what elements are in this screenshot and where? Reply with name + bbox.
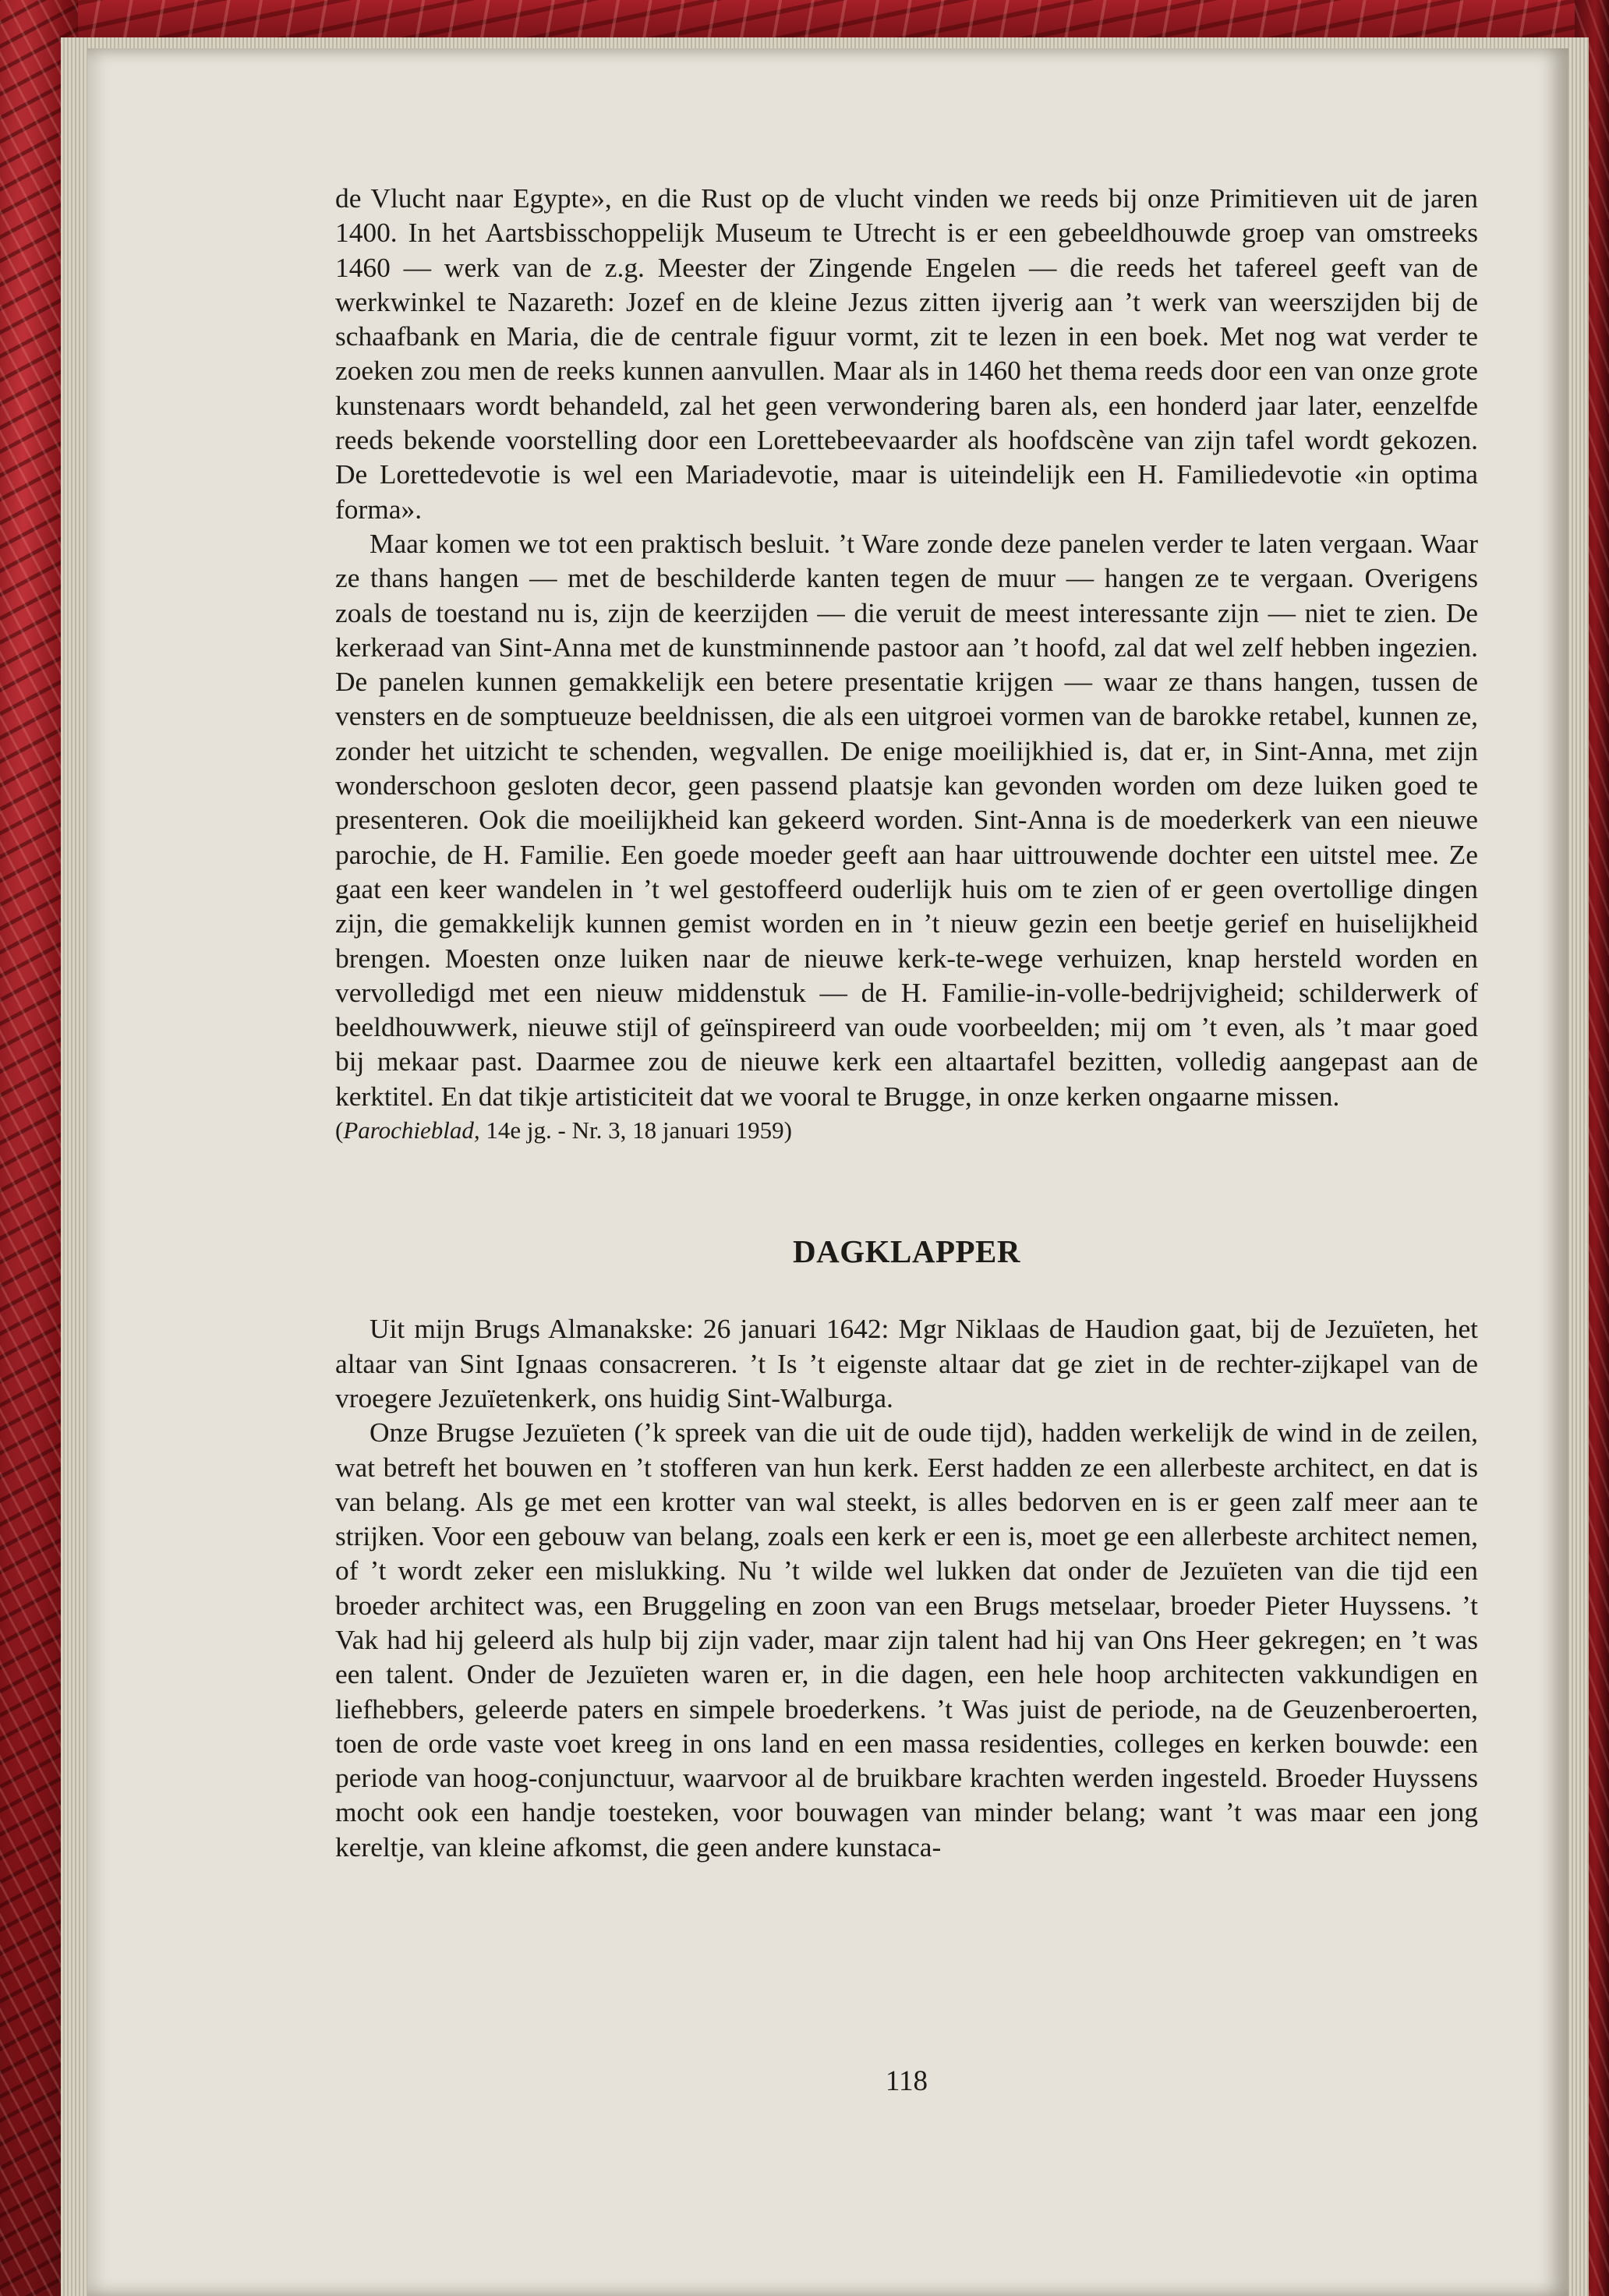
section-heading: DAGKLAPPER: [793, 1233, 1020, 1270]
citation-rest: 14e jg. - Nr. 3, 18 januari 1959): [479, 1116, 793, 1144]
citation-journal: Parochieblad,: [343, 1116, 480, 1144]
page-number: 118: [885, 2065, 928, 2097]
citation-open: (: [335, 1116, 344, 1144]
paragraph: de Vlucht naar Egypte», en die Rust op de vlucht vinden we reeds bij onze Primitieven uit de jaren 1400. In het Aartsbisschoppelijk Museum te Utrecht is er een gebeeldhouwde groep van omstreeks 1460 — werk van de z.g. Meester der Zingende Engelen — die reeds het tafereel geeft van de werkwinkel te Nazareth: Jozef en de kleine Jezus zitten ijverig aan ’t werk van weerszijden bij de schaafbank en Maria, die de centrale figuur vormt, zit te lezen in een boek. Met nog wat verder te zoeken zou men de reeks kunnen aanvullen. Maar als in 1460 het thema reeds door een van onze grote kunstenaars wordt behandeld, zal het geen verwondering baren als, een honderd jaar later, eenzelfde reeds bekende voorstelling door een Lorettebeevaarder als hoofdscène van zijn tafel wordt gekozen. De Lorettedevotie is wel een Mariadevotie, maar is uiteindelijk een H. Familiedevotie «in optima forma».: [335, 182, 1478, 525]
source-citation: [335, 1113, 1478, 1148]
paragraph: Maar komen we tot een praktisch besluit. ’t Ware zonde deze panelen verder te laten vergaan. Waar ze thans hangen — met de beschilderde kanten tegen de muur — hangen ze te vergaan. Overigens zoals de toestand nu is, zijn de keerzijden — die veruit de meest interessante zijn — niet te zien. De kerkeraad van Sint-Anna met de kunstminnende pastoor aan ’t hoofd, zal dat wel zelf hebben ingezien. De panelen kunnen gemakkelijk een betere presentatie krijgen — waar ze thans hangen, tussen de vensters en de somptueuze beeldnissen, die als een uitgroei vormen van de barokke retabel, kunnen ze, zonder het uitzicht te schenden, wegvallen. De enige moeilijkhied is, dat er, in Sint-Anna, met zijn wonderschoon gesloten decor, geen passend plaatsje kan gevonden worden om deze luiken goed te presenteren. Ook die moeilijkheid kan gekeerd worden. Sint-Anna is de moederkerk van een nieuwe parochie, de H. Familie. Een goede moeder geeft aan haar uittrouwende dochter een uitstel mee. Ze gaat een keer wandelen in ’t wel gestoffeerd ouderlijk huis om te zien of er geen overtollige dingen zijn, die gemakkelijk kunnen gemist worden en in ’t nieuw gezin een beetje gerief en huiselijkheid brengen. Moesten onze luiken naar de nieuwe kerk-te-wege verhuizen, knap hersteld worden en vervolledigd met een nieuw middenstuk — de H. Familie-in-volle-bedrijvigheid; schilderwerk of beeldhouwwerk, nieuwe stijl of geïnspireerd van oude voorbeelden; mij om ’t even, als ’t maar goed bij mekaar past. Daarmee zou de nieuwe kerk een altaartafel bezitten, volledig aangepast aan de kerktitel. En dat tikje artisticiteit dat we vooral te Brugge, in onze kerken ongaarne missen.: [335, 527, 1478, 1112]
paragraph: Onze Brugse Jezuïeten (’k spreek van die uit de oude tijd), hadden werkelijk de wind in de zeilen, wat betreft het bouwen en ’t stofferen van hun kerk. Eerst hadden ze een allerbeste architect, en dat is van belang. Als ge met een krotter van wal steekt, is alles bedorven en is er geen zalf meer aan te strijken. Voor een gebouw van belang, zoals een kerk er een is, moet ge een allerbeste architect nemen, of ’t wordt zeker een mislukking. Nu ’t wilde wel lukken dat onder de Jezuïeten van die tijd een broeder architect was, een Bruggeling en zoon van een Brugs metselaar, broeder Pieter Huyssens. ’t Vak had hij geleerd als hulp bij zijn vader, maar zijn talent had hij van Ons Heer gekregen; en ’t was een talent. Onder de Jezuïeten waren er, in die dagen, een hele hoop architecten vakkundigen en liefhebbers, geleerde paters en simpele broederkens. ’t Was juist de periode, na de Geuzenberoerten, toen de orde vaste voet kreeg in ons land en een massa residenties, colleges en kerken bouwde: een periode van hoog-conjunctuur, waarvoor al de bruikbare krachten werden ingesteld. Broeder Huyssens mocht ook een handje toesteken, voor bouwagen van minder belang; want ’t was maar een jong kereltje, van kleine afkomst, die geen andere kunstaca-: [335, 1417, 1478, 1863]
paragraph: Uit mijn Brugs Almanakske: 26 januari 1642: Mgr Niklaas de Haudion gaat, bij de Jezuïeten, het altaar van Sint Ignaas consacreren. ’t Is ’t eigenste altaar dat ge ziet in de rechter-zijkapel van de vroegere Jezuïetenkerk, ons huidig Sint-Walburga.: [335, 1313, 1478, 1413]
page-text: [335, 181, 1478, 1864]
